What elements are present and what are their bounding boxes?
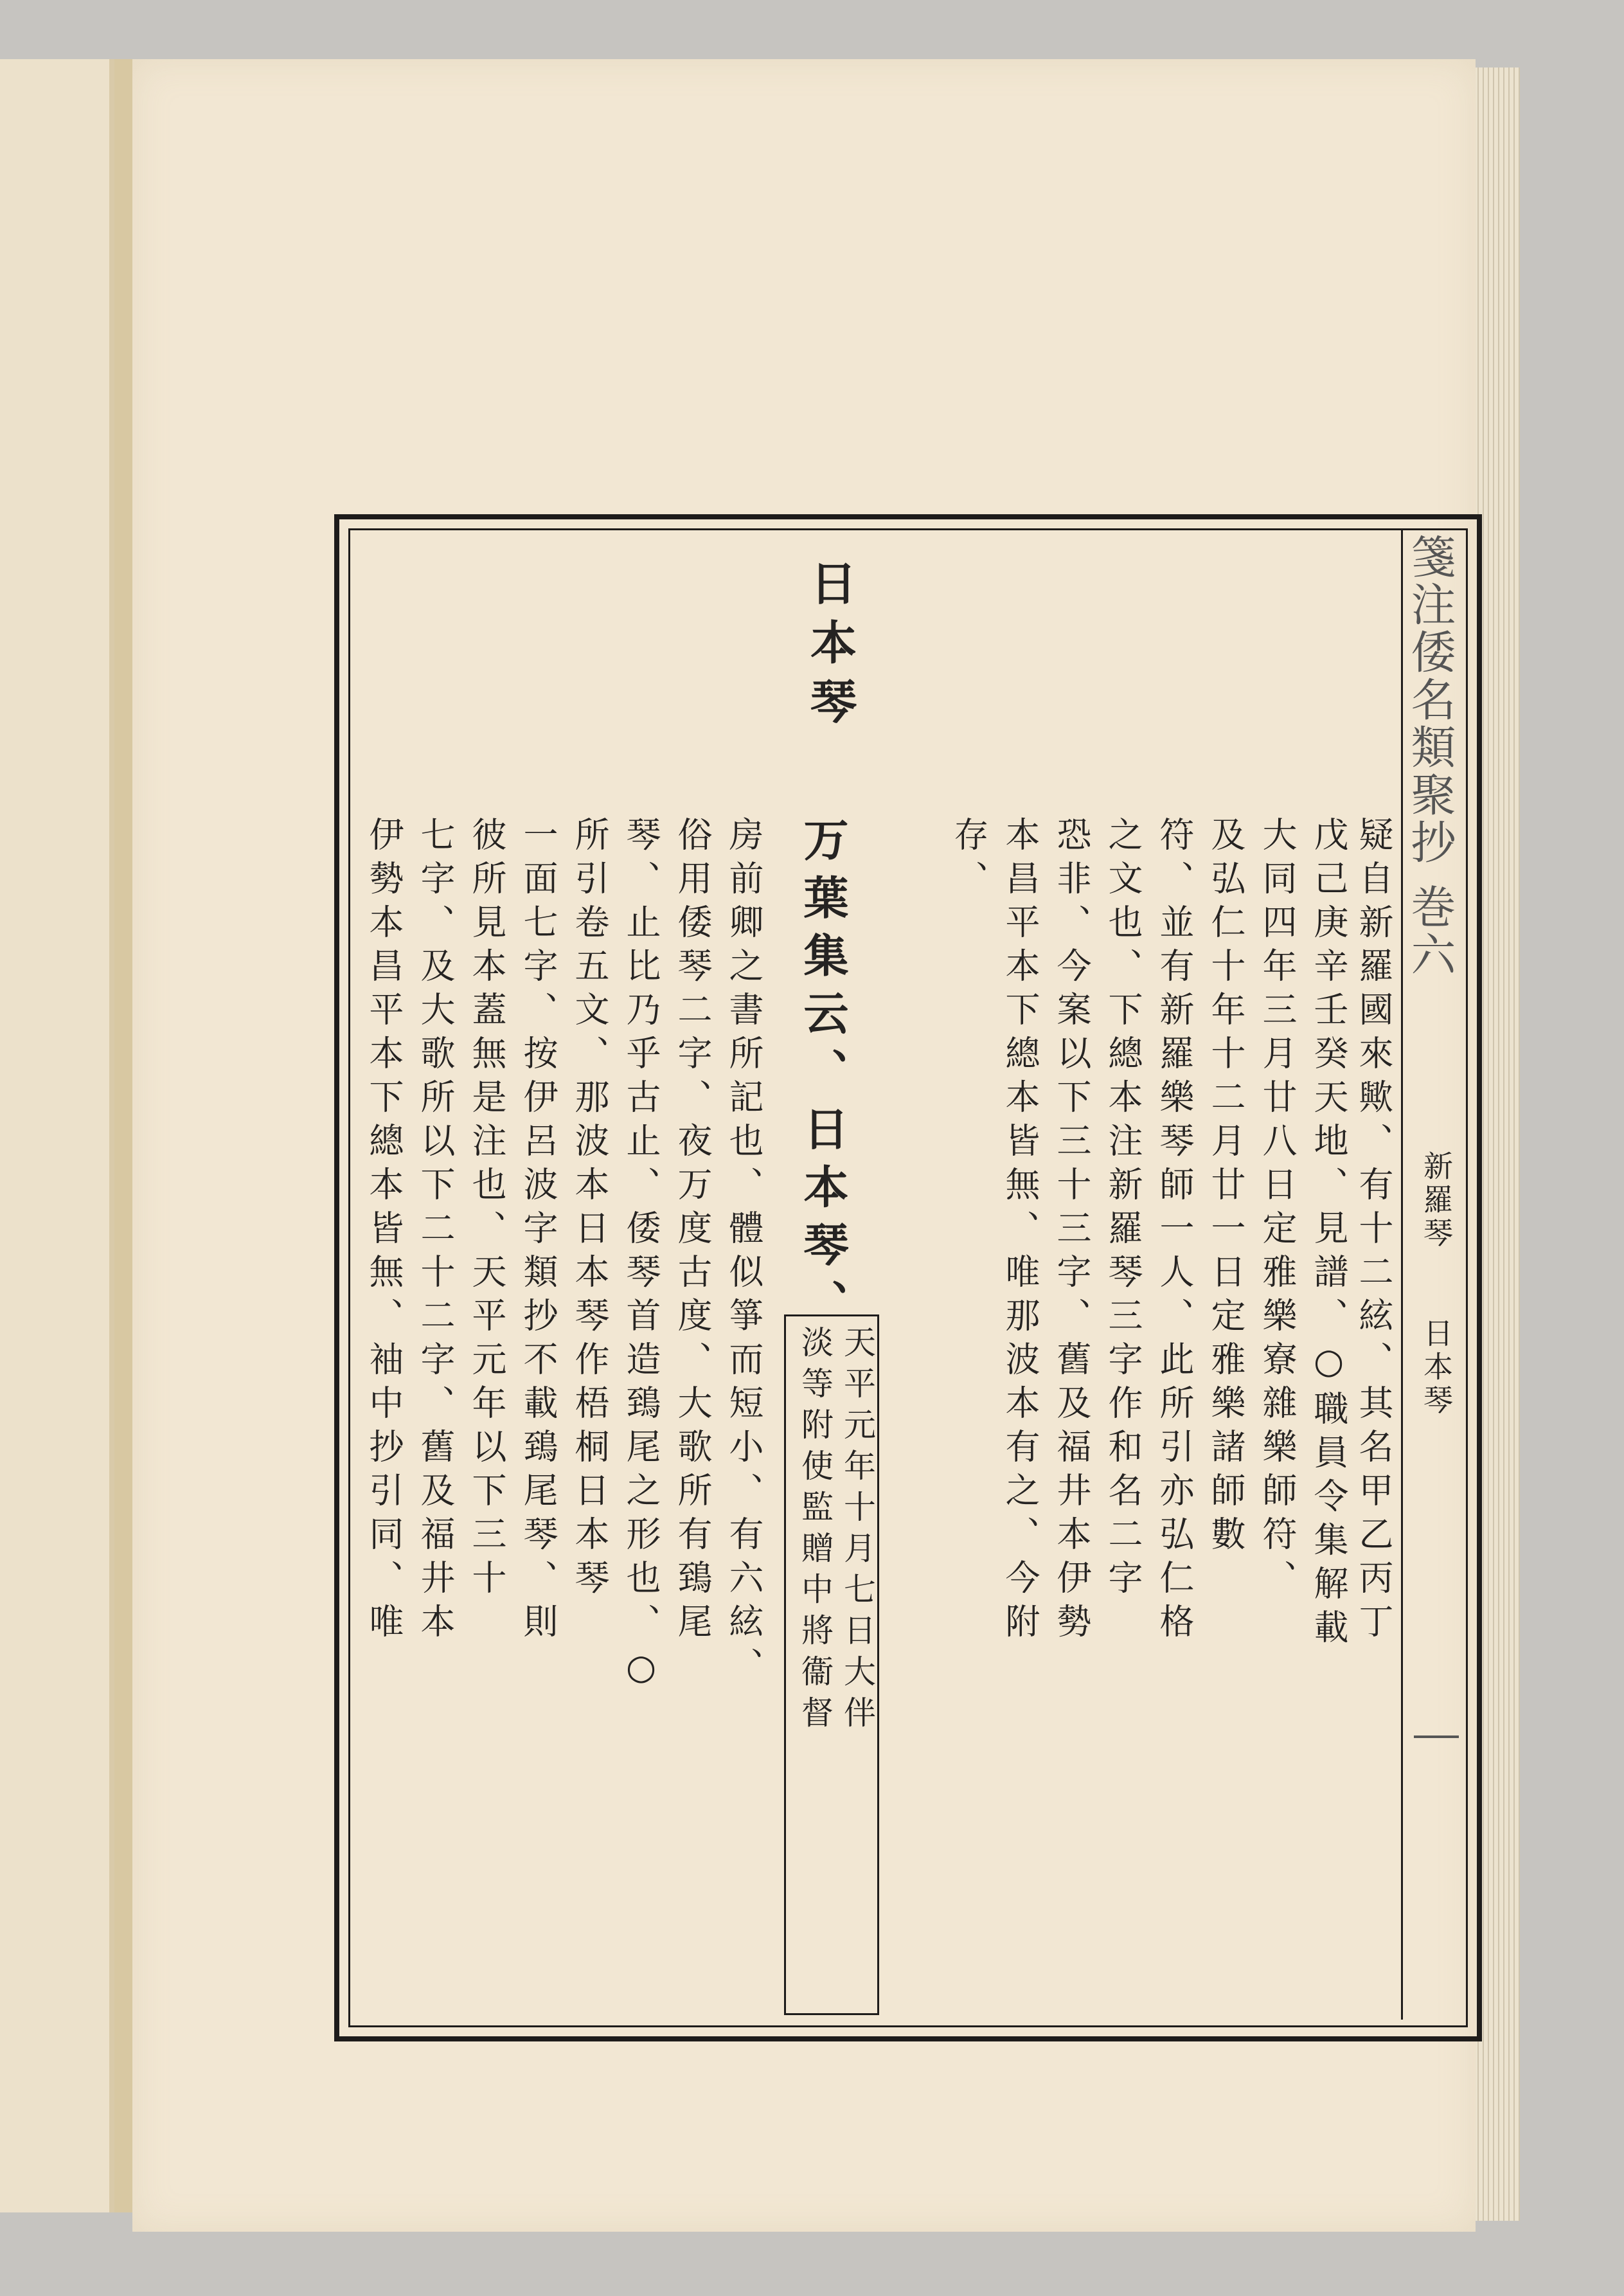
text-column: 大同四年三月廿八日定雅樂寮雜樂師符、 — [1257, 816, 1298, 1603]
entry-heading: 日本琴 — [803, 559, 857, 737]
source-note-box — [784, 1314, 879, 2015]
page-mark — [1414, 1735, 1459, 1738]
side-caption-2: 日本琴 — [1419, 1318, 1454, 1418]
text-column: 彼所見本蓋無是注也、天平元年以下三十 — [467, 816, 507, 1603]
text-column: 俗用倭琴二字、夜万度古度、大歌所有鵄尾 — [672, 816, 713, 1647]
text-column: 一面七字、按伊呂波字類抄不載鵄尾琴、則 — [518, 816, 558, 1647]
text-column: 七字、及大歌所以下二十二字、舊及福井本 — [415, 816, 456, 1647]
text-column: 本昌平本下總本皆無、唯那波本有之、今附 — [1000, 816, 1040, 1647]
text-column: 疑自新羅國來歟、有十二絃、其名甲乙丙丁 — [1353, 816, 1394, 1647]
book-gutter — [114, 59, 132, 2212]
book-title: 箋注倭名類聚抄 — [1404, 534, 1456, 866]
side-caption-1: 新羅琴 — [1419, 1151, 1454, 1251]
text-column: 及弘仁十年十二月廿一日定雅樂諸師數 — [1206, 816, 1246, 1559]
text-column: 符、並有新羅樂琴師一人、此所引亦弘仁格 — [1154, 816, 1195, 1647]
text-column: 之文也、下總本注新羅琴三字作和名二字 — [1103, 816, 1143, 1603]
header-rule — [1401, 528, 1403, 2020]
volume-number: 巻六 — [1404, 883, 1456, 979]
text-column: 戊己庚辛壬癸天地、見譜、○職員令集解載 — [1308, 816, 1349, 1653]
text-column: 恐非、今案以下三十三字、舊及福井本伊勢 — [1051, 816, 1092, 1647]
text-frame-inner — [348, 528, 1468, 2027]
note-line: 淡等附使監贈中將衞督 — [796, 1325, 834, 1737]
source-title: 万葉集云、日本琴、 — [796, 816, 850, 1337]
text-column: 所引卷五文、那波本日本琴作梧桐日本琴 — [569, 816, 610, 1603]
note-line: 天平元年十月七日大伴 — [839, 1325, 876, 1737]
text-column: 琴、止比乃乎古止、倭琴首造鵄尾之形也、○ — [621, 816, 661, 1696]
text-column: 伊勢本昌平本下總本皆無、袖中抄引同、唯 — [364, 816, 404, 1647]
text-column: 存、 — [949, 816, 989, 904]
running-header — [1404, 534, 1456, 979]
text-column: 房前卿之書所記也、體似箏而短小、有六絃、 — [724, 816, 764, 1691]
left-page-edge — [0, 59, 116, 2212]
